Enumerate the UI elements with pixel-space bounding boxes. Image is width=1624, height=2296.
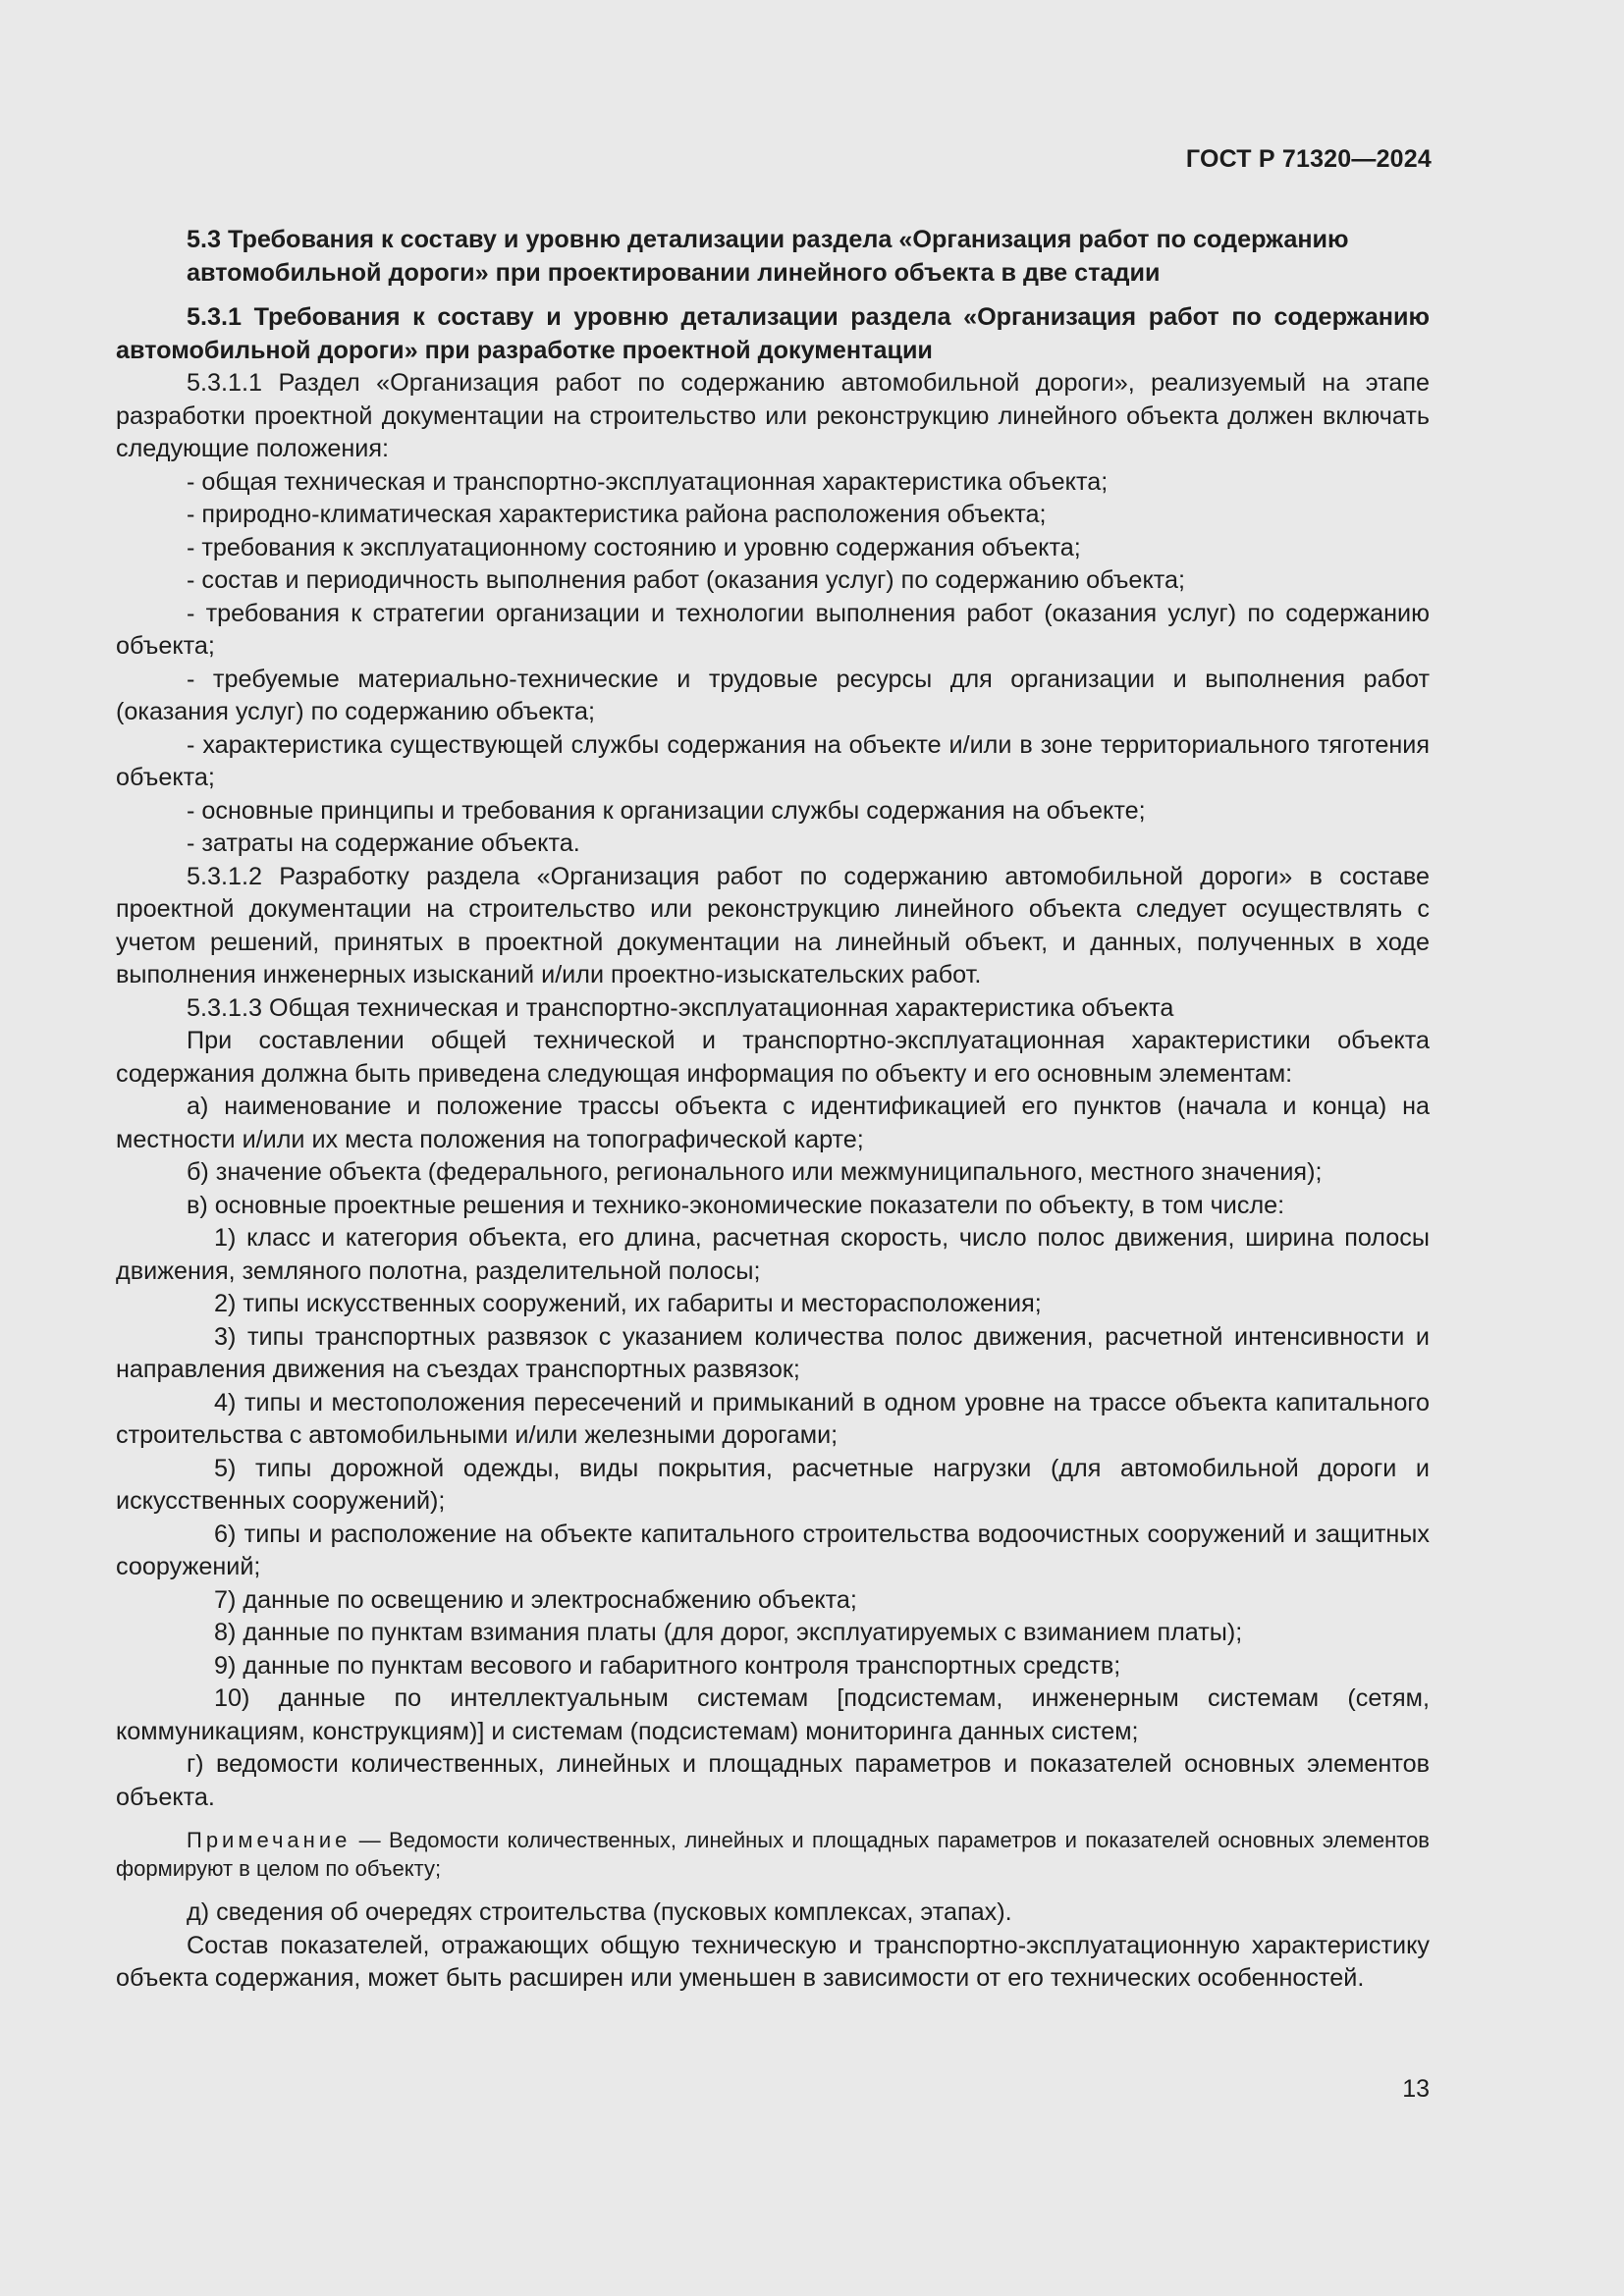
- clause-5313: 5.3.1.3 Общая техническая и транспортно-эксплуатационная характеристика объекта: [187, 993, 1174, 1022]
- page-number: 13: [1402, 2075, 1430, 2103]
- list-item: - состав и периодичность выполнения работ (оказания услуг) по содержанию объекта;: [187, 566, 1186, 594]
- note-label: Примечание: [187, 1828, 352, 1852]
- list-item: - общая техническая и транспортно-эксплуатационная характеристика объекта;: [187, 467, 1109, 496]
- document-code: ГОСТ Р 71320—2024: [1185, 145, 1432, 173]
- item-g: г) ведомости количественных, линейных и площадных параметров и показателей основных элементов объекта.: [116, 1750, 1430, 1811]
- sub-item: 8) данные по пунктам взимания платы (для дорог, эксплуатируемых с взиманием платы);: [214, 1619, 1243, 1646]
- list-item: - требования к эксплуатационному состоянию и уровню содержания объекта;: [187, 533, 1081, 561]
- subsection-heading: 5.3.1 Требования к составу и уровню детализации раздела «Организация работ по содержанию автомобильной дороги» при разработке проектной документации: [116, 303, 1430, 364]
- note: [116, 1826, 1430, 1883]
- clause-5312: 5.3.1.2 Разработку раздела «Организация работ по содержанию автомобильной дороги» в составе проектной документации на строительство или реконструкцию линейного объекта следует осуществлять с учетом решений, принятых в проектной документации на линейный объект, и данных, полученных в ходе выполнения инженерных изысканий и/или проектно-изыскательских работ.: [116, 862, 1430, 988]
- item-d: д) сведения об очередях строительства (пусковых комплексах, этапах).: [187, 1898, 1012, 1926]
- sub-item: 1) класс и категория объекта, его длина, расчетная скорость, число полос движения, ширина полосы движения, земляного полотна, разделительной полосы;: [116, 1224, 1430, 1285]
- item-a: а) наименование и положение трассы объекта с идентификацией его пунктов (начала и конца) на местности и/или их места положения на топографической карте;: [116, 1093, 1430, 1153]
- list-item: - требуемые материально-технические и трудовые ресурсы для организации и выполнения работ (оказания услуг) по содержанию объекта;: [116, 665, 1430, 725]
- list-item: - природно-климатическая характеристика района расположения объекта;: [187, 501, 1047, 528]
- sub-item: 9) данные по пунктам весового и габаритного контроля транспортных средств;: [214, 1651, 1121, 1680]
- note-text: — Ведомости количественных, линейных и площадных параметров и показателей основных элементов формируют в целом по объекту;: [116, 1828, 1430, 1881]
- sub-item: 6) типы и расположение на объекте капитального строительства водоочистных сооружений и защитных сооружений;: [116, 1520, 1430, 1580]
- item-v: в) основные проектные решения и технико-экономические показатели по объекту, в том числе:: [187, 1191, 1285, 1219]
- sub-item: 7) данные по освещению и электроснабжению объекта;: [214, 1585, 857, 1614]
- sub-item: 2) типы искусственных сооружений, их габариты и месторасположения;: [214, 1290, 1042, 1317]
- sub-item: 10) данные по интеллектуальным системам [подсистемам, инженерным системам (сетям, коммуникациям, конструкциям)] и системам (подсистемам) мониторинга данных систем;: [116, 1684, 1430, 1745]
- intro-paragraph: При составлении общей технической и транспортно-эксплуатационная характеристики объекта содержания должна быть приведена следующая информация по объекту и его основным элементам:: [116, 1027, 1430, 1088]
- list-item: - требования к стратегии организации и технологии выполнения работ (оказания услуг) по содержанию объекта;: [116, 599, 1430, 660]
- section-heading: 5.3 Требования к составу и уровню детализации раздела «Организация работ по содержанию автомобильной дороги» при проектировании линейного объекта в две стадии: [187, 226, 1349, 287]
- list-item: - затраты на содержание объекта.: [187, 829, 580, 857]
- sub-item: 4) типы и местоположения пересечений и примыканий в одном уровне на трассе объекта капитального строительства с автомобильными и/или железными дорогами;: [116, 1388, 1430, 1449]
- final-paragraph: Состав показателей, отражающих общую техническую и транспортно-эксплуатационную характеристику объекта содержания, может быть расширен или уменьшен в зависимости от его технических особенностей.: [116, 1931, 1430, 1992]
- sub-item: 3) типы транспортных развязок с указанием количества полос движения, расчетной интенсивности и направления движения на съездах транспортных развязок;: [116, 1322, 1430, 1383]
- sub-item: 5) типы дорожной одежды, виды покрытия, расчетные нагрузки (для автомобильной дороги и искусственных сооружений);: [116, 1454, 1430, 1515]
- page-content: [116, 224, 1430, 1996]
- item-b: б) значение объекта (федерального, регионального или межмуниципального, местного значения);: [187, 1158, 1323, 1186]
- list-item: - основные принципы и требования к организации службы содержания на объекте;: [187, 796, 1146, 825]
- list-item: - характеристика существующей службы содержания на объекте и/или в зоне территориального тяготения объекта;: [116, 730, 1430, 791]
- clause-5311: 5.3.1.1 Раздел «Организация работ по содержанию автомобильной дороги», реализуемый на этапе разработки проектной документации на строительство или реконструкцию линейного объекта должен включать следующие положения:: [116, 369, 1430, 462]
